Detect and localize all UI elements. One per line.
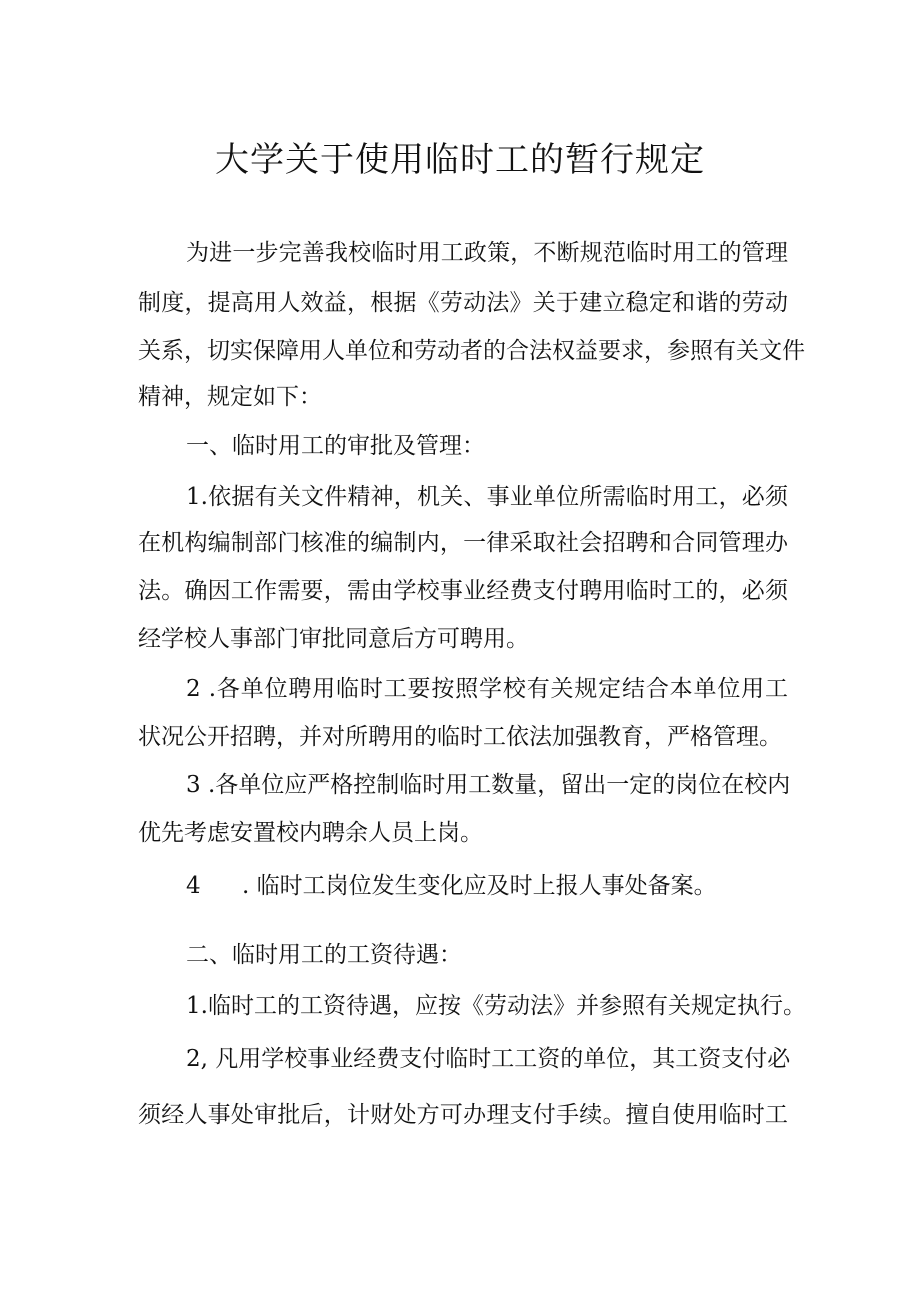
intro-line-3: 关系，切实保障用人单位和劳动者的合法权益要求，参照有关文件	[138, 338, 805, 364]
section-2-item-2-line-2: 须经人事处审批后，计财处方可办理支付手续。擅自使用临时工	[138, 1102, 788, 1128]
section-2-heading: 二、临时用工的工资待遇：	[186, 942, 462, 968]
section-1-item-4-text: . 临时工岗位发生变化应及时上报人事处备案。	[242, 873, 717, 899]
section-1-heading: 一、临时用工的审批及管理：	[186, 433, 485, 459]
intro-line-1: 为进一步完善我校临时用工政策，不断规范临时用工的管理	[186, 240, 788, 266]
section-1-item-1-line-2: 在机构编制部门核准的编制内，一律采取社会招聘和合同管理办	[138, 530, 788, 556]
document-title: 大学关于使用临时工的暂行规定	[215, 140, 705, 180]
section-2-item-1: 1.临时工的工资待遇，应按《劳动法》并参照有关规定执行。	[186, 993, 806, 1019]
section-1-item-4-number: 4	[186, 873, 201, 899]
section-1-item-1-line-4: 经学校人事部门审批同意后方可聘用。	[138, 626, 529, 652]
section-1-item-4	[186, 871, 717, 901]
section-1-item-1-line-1: 1.依据有关文件精神，机关、事业单位所需临时用工，必须	[186, 484, 788, 510]
section-1-item-1-line-3: 法。确因工作需要，需由学校事业经费支付聘用临时工的，必须	[138, 578, 788, 604]
section-1-item-2-line-2: 状况公开招聘，并对所聘用的临时工依法加强教育，严格管理。	[138, 724, 782, 750]
intro-line-2: 制度，提高用人效益，根据《劳动法》关于建立稳定和谐的劳动	[138, 290, 788, 316]
section-1-item-3-line-2: 优先考虑安置校内聘余人员上岗。	[138, 820, 483, 846]
section-2-item-2-line-1: 2, 凡用学校事业经费支付临时工工资的单位，其工资支付必	[186, 1046, 791, 1072]
section-1-item-2-line-1: 2 .各单位聘用临时工要按照学校有关规定结合本单位用工	[186, 676, 788, 702]
intro-line-4: 精神，规定如下：	[138, 384, 322, 410]
section-1-item-3-line-1: 3 .各单位应严格控制临时用工数量，留出一定的岗位在校内	[186, 772, 791, 798]
